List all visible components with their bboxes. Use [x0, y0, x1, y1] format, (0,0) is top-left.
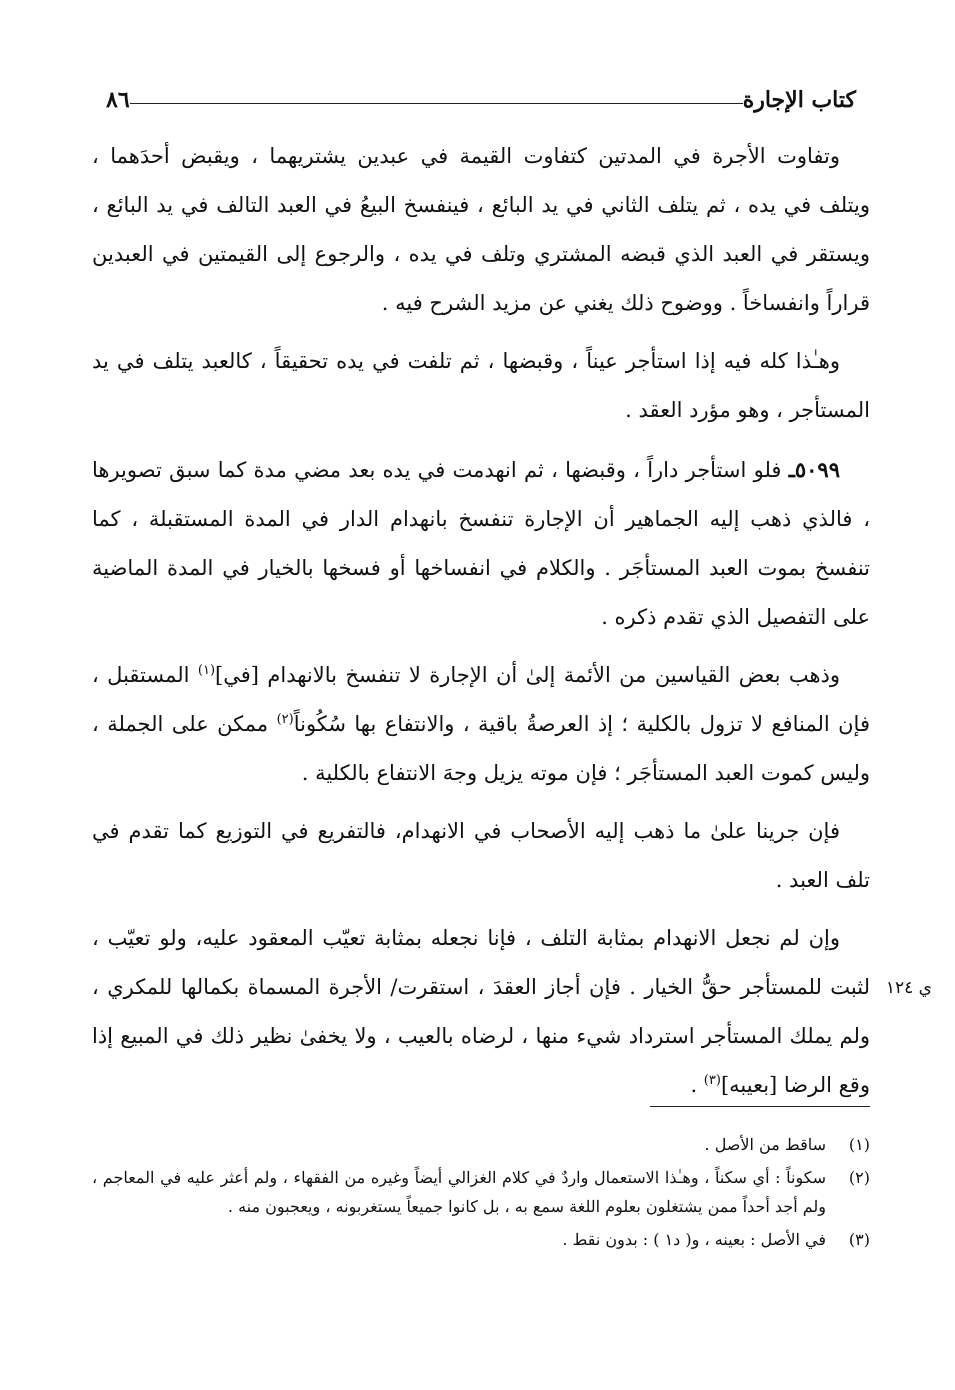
footnote-text: ساقط من الأصل .: [704, 1135, 826, 1154]
paragraph-4-text-c: ممكن على الجملة ، وليس كموت العبد المستأجَر ؛ فإن موته يزيل وجهَ الانتفاع بالكلية .: [92, 712, 870, 785]
footnote-text: في الأصل : بعينه ، و( د١ ) : بدون نقط .: [562, 1230, 826, 1249]
paragraph-2: وهـٰذا كله فيه إذا استأجر عيناً ، وقبضها ، ثم تلفت في يده تحقيقاً ، كالعبد يتلف في يد المستأجر ، وهو مؤرد العقد .: [92, 349, 870, 422]
footnote-number: (٢): [848, 1168, 870, 1187]
manuscript-folio-note: ي ١٢٤: [885, 978, 932, 998]
page-number: ٨٦: [106, 87, 130, 113]
issue-number: ٥٠٩٩ـ: [788, 457, 840, 482]
paragraph-4-text-a: وذهب بعض القياسين من الأئمة إلىٰ أن الإجارة لا تنفسخ بالانهدام [في]: [215, 663, 841, 687]
footnote-3: [92, 1225, 870, 1254]
footnote-text: سكوناً : أي سكناً ، وهـٰذا الاستعمال واردٌ في كلام الغزالي أيضاً وغيره من الفقهاء ، ولم أعثر عليه في المعاجم ، ولم أجد أحداً ممن يشتغلون بعلوم اللغة سمع به ، بل كانوا جميعاً يستغربونه ، ويعجبون منه .: [92, 1168, 826, 1216]
paragraph-6: [92, 914, 870, 1110]
footnote-number: (١): [848, 1135, 870, 1154]
header-rule: [130, 103, 743, 104]
footnote-number: (٣): [848, 1230, 870, 1249]
main-text: [92, 132, 870, 1119]
footnote-ref-1[interactable]: (١): [197, 663, 216, 678]
running-title: كتاب الإجارة: [742, 87, 856, 113]
page-header: [92, 78, 870, 122]
paragraph-6-text-a: وإن لم نجعل الانهدام بمثابة التلف ، فإنا نجعله بمثابة تعيّب المعقود عليه، ولو تعيّب ، لثبت للمستأجر حقُّ الخيار . فإن أجاز العقدَ ، استقرت/ الأجرة المسماة بكمالها للمكري ، ولم يملك المستأجر استرداد شيء منها ، لرضاه بالعيب ، ولا يخفىٰ نظير ذلك في المبيع إذا وقع الرضا [بعيبه]: [92, 926, 870, 1097]
paragraph-4: [92, 651, 870, 798]
footnote-2: [92, 1163, 870, 1221]
footnotes: [92, 1130, 870, 1258]
paragraph-3: [92, 445, 870, 642]
paragraph-1: وتفاوت الأجرة في المدتين كتفاوت القيمة في عبدين يشتريهما ، ويقبض أحدَهما ، ويتلف في يده ، ثم يتلف الثاني في يد البائع ، فينفسخ البيعُ في العبد التالف في يد البائع ، ويستقر في العبد الذي قبضه المشتري وتلف في يده ، والرجوع إلى القيمتين في العبدين قراراً وانفساخاً . ووضوح ذلك يغني عن مزيد الشرح فيه .: [92, 144, 870, 315]
paragraph-6-text-b: .: [690, 1073, 704, 1097]
paragraph-3-text: فلو استأجر داراً ، وقبضها ، ثم انهدمت في يده بعد مضي مدة كما سبق تصويرها ، فالذي ذهب إليه الجماهير أن الإجارة تنفسخ بانهدام الدار في المدة المستقبلة ، كما تنفسخ بموت العبد المستأجَر . والكلام في انفساخها أو فسخها بالخيار في المدة الماضية على التفصيل الذي تقدم ذكره .: [92, 458, 871, 629]
footnote-ref-3[interactable]: (٣): [703, 1073, 721, 1088]
paragraph-4-text-b: المستقبل ، فإن المنافع لا تزول بالكلية ؛ إذ العرصةُ باقية ، والانتفاع بها سُكُوناً: [92, 663, 870, 736]
paragraph-5: فإن جرينا علىٰ ما ذهب إليه الأصحاب في الانهدام، فالتفريع في التوزيع كما تقدم في تلف العبد .: [92, 819, 870, 892]
footnote-rule: [650, 1106, 870, 1107]
footnote-1: [92, 1130, 870, 1159]
footnote-ref-2[interactable]: (٢): [276, 712, 294, 727]
